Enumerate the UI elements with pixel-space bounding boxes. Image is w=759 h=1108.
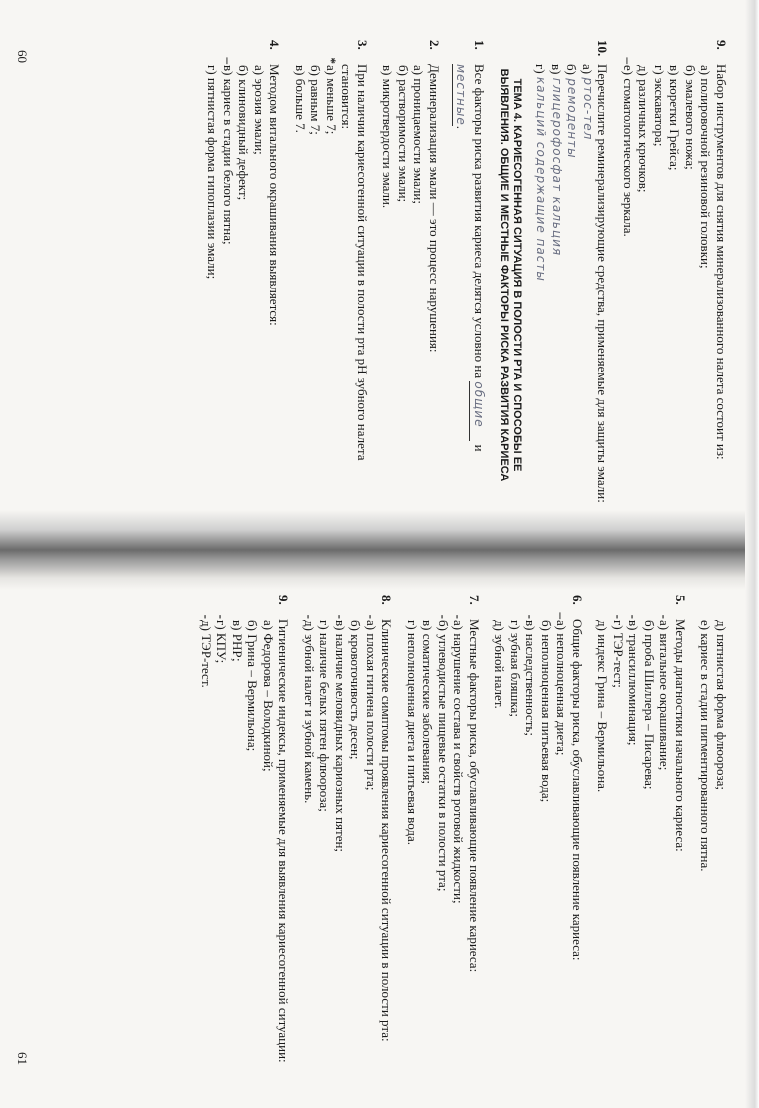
options-list	[199, 614, 277, 1070]
question-number: 3.	[355, 40, 370, 50]
option: а) Федорова – Володкиной;	[261, 620, 276, 772]
question-text: Набор инструментов для снятия минерализованного налета состоит из:	[714, 64, 729, 460]
option: - б) углеводистые пищевые остатки в полости рта;	[436, 614, 451, 892]
option: г) неполноценная диета и питьевая вода.	[405, 620, 420, 845]
option: д) различных крючков;	[636, 65, 652, 193]
option: в) микротвердости эмали.	[380, 65, 396, 209]
handwritten-answer: ремоденты	[565, 78, 580, 159]
question-5	[595, 595, 688, 1070]
answer-line: г) кальций содержащие пасты	[533, 64, 549, 282]
question-10	[533, 40, 611, 510]
question-number: 9.	[276, 595, 292, 605]
options-list	[595, 614, 673, 1070]
question-text: Все факторы риска развития кариеса делятся условно на общие и местные.	[452, 64, 487, 510]
question-4	[205, 40, 283, 510]
option: д) зубной налет.	[492, 620, 508, 709]
question-number: 2.	[427, 40, 442, 50]
question-number: 9.	[714, 40, 729, 50]
question-9	[621, 40, 730, 510]
option: д) пятнистая форма флюороза;	[714, 620, 729, 791]
question-text: Клинические симптомы проявления кариесогенной ситуации в полости рта:	[379, 619, 395, 1042]
page-number: 60	[15, 50, 30, 63]
handwritten-answers	[533, 64, 595, 510]
option: г) наличие белых пятен флюороза;	[317, 620, 333, 812]
question-text: Гигиенические индексы, применяемые для выявления кариесогенной ситуации:	[276, 619, 292, 1063]
options-list	[621, 57, 714, 510]
answer-line: б) ремоденты	[564, 64, 580, 159]
option: - г) КПУ;	[214, 614, 230, 664]
question-text: Деминерализация эмали — это процесс нарушения:	[427, 64, 442, 353]
option: б) проба Шиллера – Писарева;	[642, 620, 657, 790]
option: а) проницаемости эмали;	[411, 65, 427, 204]
question-number: 6.	[570, 595, 585, 605]
question-number: 7.	[467, 595, 482, 605]
option: г) зубная бляшка;	[508, 620, 523, 717]
handwritten-answer: глицерофосфат кальция	[550, 77, 564, 257]
option: – в) кариес в стадии белого пятна;	[221, 57, 236, 245]
question-number: 10.	[595, 40, 611, 57]
option: в) РНР;	[230, 620, 245, 662]
handwritten-answer: местные	[452, 64, 469, 126]
page-60-column	[40, 40, 729, 510]
option: – е) стоматологического зеркала.	[621, 57, 636, 237]
answer-line: в) глицерофосфат кальция	[549, 64, 564, 257]
option: в) больше 7.	[293, 65, 308, 133]
option: г) экскаватора;	[652, 65, 667, 147]
option: б) неполноценная питьевая вода;	[539, 620, 554, 803]
question-7	[405, 595, 483, 1070]
question-text: Методы диагностики начального кариеса:	[673, 619, 688, 852]
option: - в) трансиллюминация;	[626, 614, 642, 746]
page-61	[0, 595, 759, 1075]
question-text: При наличии кариесогенной ситуации в полости рта рН зубного налета становится:	[339, 64, 370, 461]
question-text: Перечислите реминерализирующие средства, применяемые для защиты эмали:	[595, 64, 611, 503]
option: - д) зубной налет и зубной камень.	[302, 614, 317, 804]
option: – а) неполноценная диета;	[554, 612, 570, 756]
handwritten-answer: кальций содержащие пасты	[534, 76, 549, 282]
option: - а) нарушение состава и свойств ротовой жидкости;	[451, 614, 467, 904]
option: д) индекс Грина – Вермильона.	[595, 620, 611, 793]
options-list	[698, 619, 729, 1070]
question-6	[492, 595, 585, 1070]
option: - а) плохая гигиена полости рта;	[364, 614, 379, 791]
question-text: Местные факторы риска, обуславливающие появление кариеса:	[467, 619, 482, 973]
option: а) эрозия эмали;	[252, 65, 267, 155]
answer-line: а) ртос-тел	[580, 64, 595, 141]
options-list	[302, 614, 380, 1070]
handwritten-answer: общие	[470, 381, 487, 441]
option: а) полировочной резиновой головки;	[698, 65, 714, 269]
option: б) эмалевого ножа;	[683, 65, 698, 170]
option: - в) наследственность;	[523, 614, 539, 736]
options-list	[293, 57, 340, 510]
question-text: Методом витального окрашивания выявляется:	[267, 64, 283, 326]
option: * а) меньше 7;	[324, 57, 339, 135]
option: г) пятнистая форма гипоплазии эмали;	[205, 65, 221, 280]
options-list	[405, 614, 467, 1070]
option: - д) ТЭР-тест.	[199, 614, 214, 688]
option: в) соматические заболевания;	[420, 620, 436, 784]
option: - а) витальное окрашивание;	[657, 614, 673, 771]
question-number: 1.	[472, 40, 487, 50]
handwritten-answer: ртос-тел	[581, 77, 595, 141]
option: е) кариес в стадии пигментированного пятна.	[698, 620, 714, 872]
option: б) Грина – Вермильона;	[245, 620, 261, 752]
option: б) клиновидный дефект;	[236, 65, 252, 201]
options-list	[205, 57, 267, 510]
option: б) равным 7;	[308, 65, 324, 135]
option: - г) ТЭР-тест;	[611, 614, 626, 688]
question-number: 8.	[379, 595, 395, 605]
question-number: 5.	[673, 595, 688, 605]
option: б) кровоточивость десен;	[348, 620, 364, 760]
question-3	[293, 40, 371, 510]
page-60	[0, 40, 759, 515]
question-2	[380, 40, 442, 510]
question-number: 4.	[267, 40, 283, 50]
page-number: 61	[15, 1052, 30, 1065]
options-list	[492, 612, 570, 1070]
topic-heading: ТЕМА 4. КАРИЕСОГЕННАЯ СИТУАЦИЯ В ПОЛОСТИ РТА И СПОСОБЫ ЕЕ ВЫЯВЛЕНИЯ. ОБЩИЕ И МЕСТНЫЕ ФАКТОРЫ РИСКА РАЗВИТИЯ КАРИЕСА	[498, 68, 523, 482]
option: б) растворимости эмали;	[396, 65, 411, 203]
question-1	[452, 40, 487, 510]
question-8	[302, 595, 395, 1070]
option: в) кюретки Грейса;	[667, 65, 683, 171]
options-list	[380, 64, 427, 510]
question-text: Общие факторы риска, обуславливающие появление кариеса:	[570, 619, 585, 961]
question-4-continued	[698, 595, 729, 1070]
option: - в) наличие меловидных кариозных пятен;	[333, 614, 348, 853]
page-61-column	[40, 595, 729, 1070]
question-9-right	[199, 595, 292, 1070]
